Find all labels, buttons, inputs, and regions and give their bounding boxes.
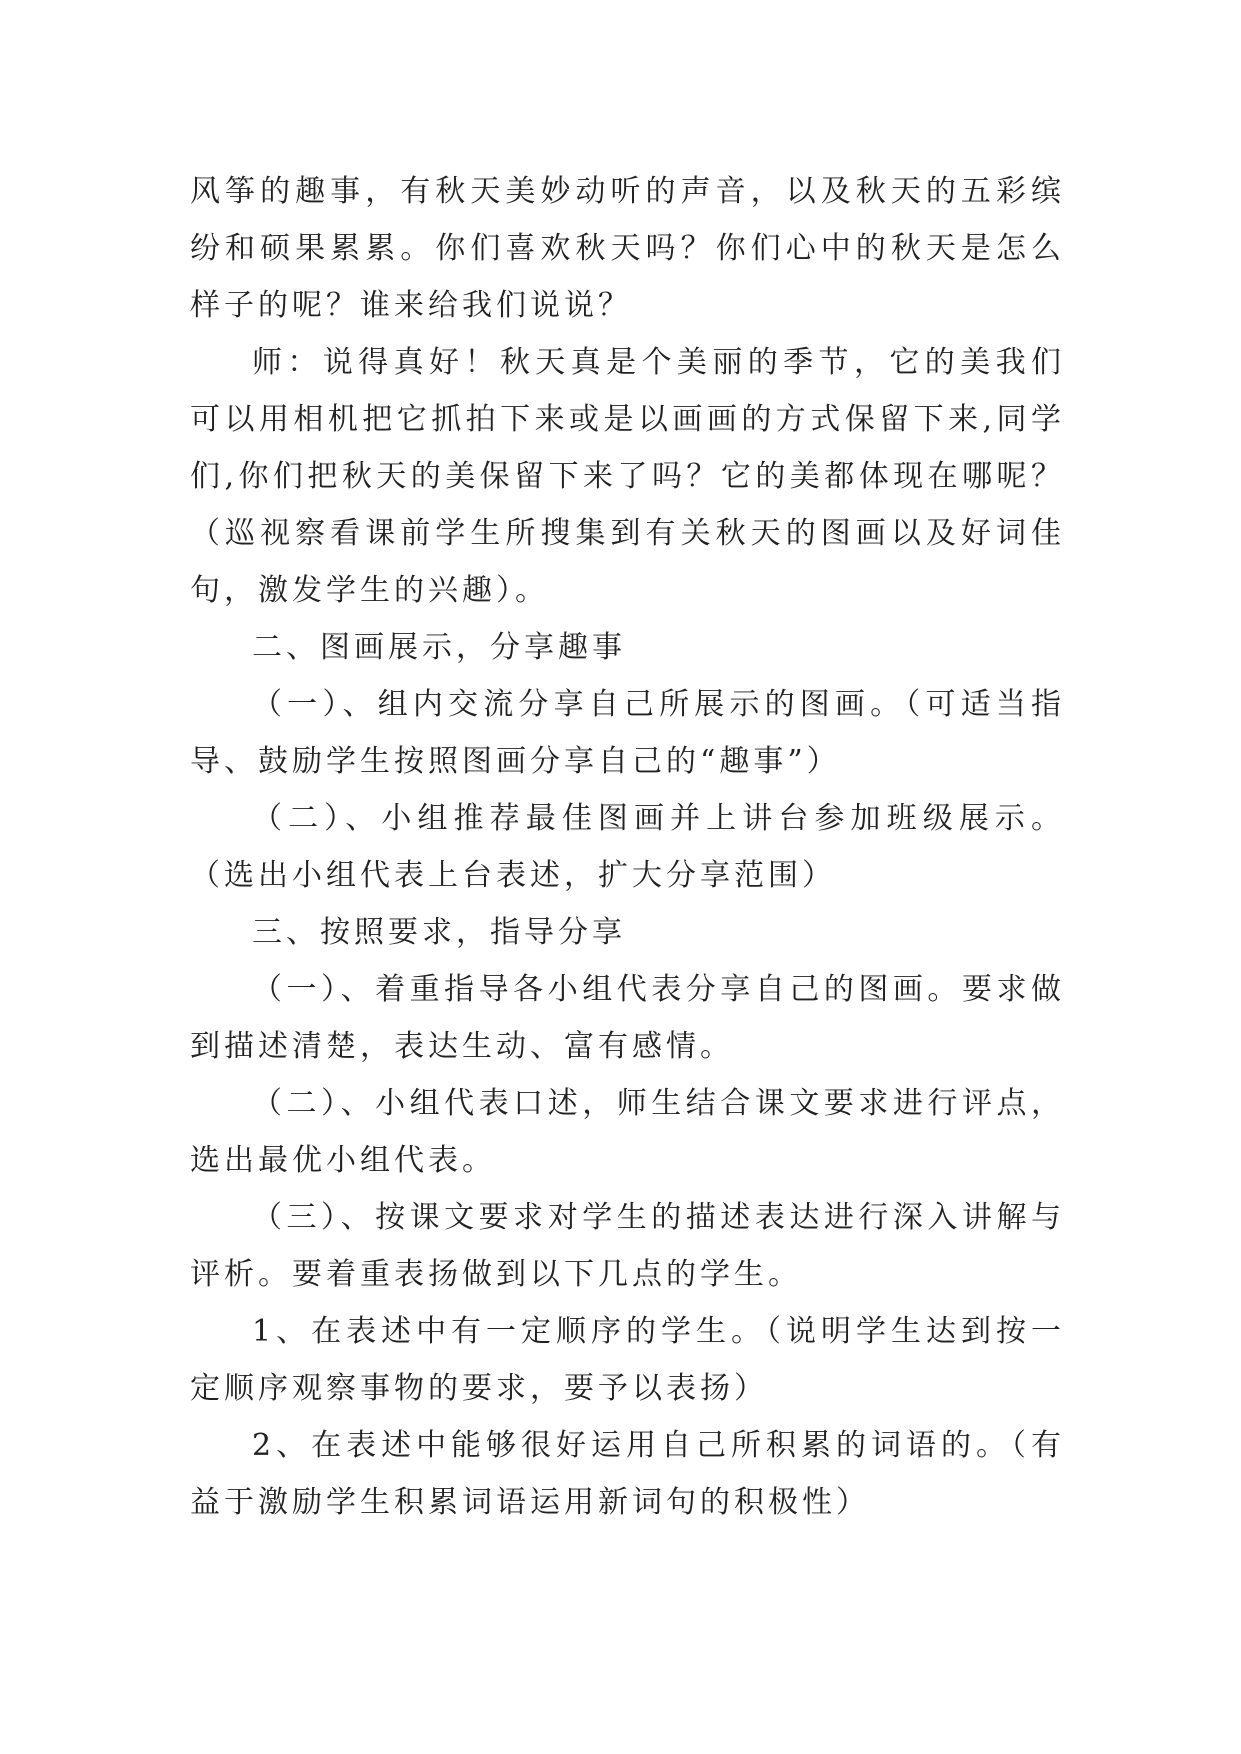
paragraph-2: 师：说得真好！秋天真是个美丽的季节，它的美我们可以用相机把它抓拍下来或是以画画的方式保留下来,同学们,你们把秋天的美保留下来了吗？它的美都体现在哪呢？（巡视察看课前学生所搜集到有关秋天的图画以及好词佳句，激发学生的兴趣）。: [190, 345, 1065, 608]
section-heading-3: 三、按照要求，指导分享: [252, 915, 626, 950]
paragraph-7: （一）、着重指导各小组代表分享自己的图画。要求做到描述清楚，表达生动、富有感情。: [190, 972, 1065, 1064]
paragraph-9: （三）、按课文要求对学生的描述表达进行深入讲解与评析。要着重表扬做到以下几点的学生。: [190, 1200, 1065, 1292]
section-heading-2: 二、图画展示，分享趣事: [252, 630, 626, 665]
paragraph-1: 风筝的趣事，有秋天美妙动听的声音，以及秋天的五彩缤纷和硕果累累。你们喜欢秋天吗？你们心中的秋天是怎么样子的呢？谁来给我们说说？: [190, 174, 1065, 323]
list-item-1: 1、在表述中有一定顺序的学生。（说明学生达到按一定顺序观察事物的要求，要予以表扬）: [190, 1314, 1065, 1406]
paragraph-4: （一）、组内交流分享自己所展示的图画。（可适当指导、鼓励学生按照图画分享自己的“趣事”）: [190, 687, 1065, 779]
list-item-2: 2、在表述中能够很好运用自己所积累的词语的。（有益于激励学生积累词语运用新词句的积极性）: [190, 1428, 1065, 1520]
document-body: [190, 163, 1065, 1531]
paragraph-5: （二）、小组推荐最佳图画并上讲台参加班级展示。（选出小组代表上台表述，扩大分享范围）: [190, 801, 1065, 893]
paragraph-8: （二）、小组代表口述，师生结合课文要求进行评点，选出最优小组代表。: [190, 1086, 1065, 1178]
